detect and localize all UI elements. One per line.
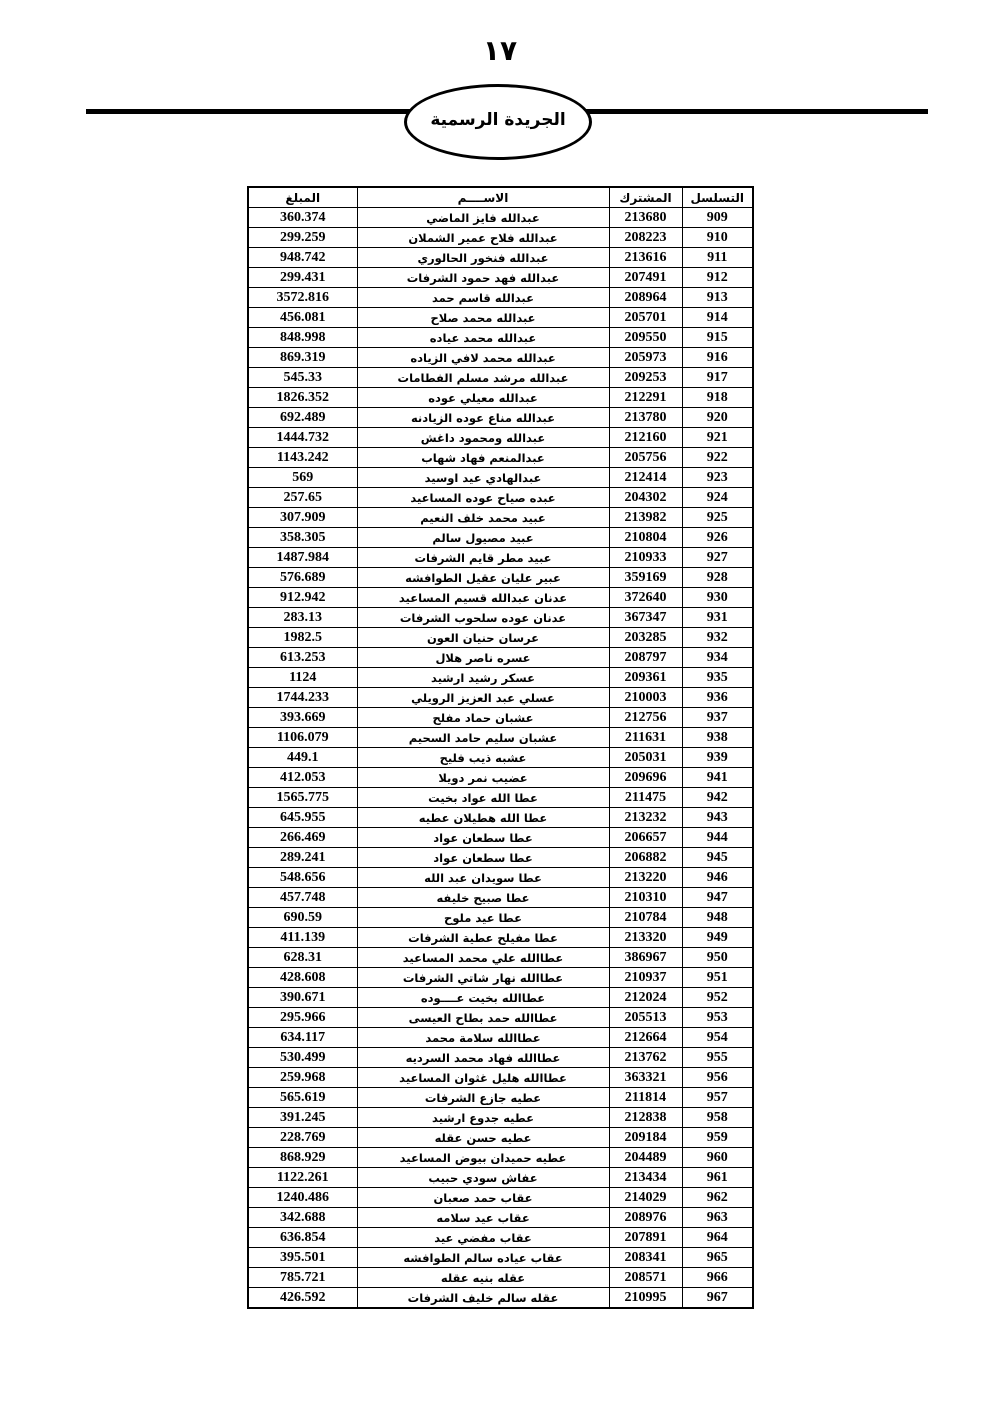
cell-sequence: 966 (682, 1268, 753, 1288)
cell-amount: 1143.242 (248, 448, 357, 468)
cell-name: عطا سويدان عبد الله (357, 868, 609, 888)
cell-sequence: 912 (682, 268, 753, 288)
cell-sequence: 913 (682, 288, 753, 308)
cell-amount: 426.592 (248, 1288, 357, 1309)
cell-sequence: 947 (682, 888, 753, 908)
cell-amount: 307.909 (248, 508, 357, 528)
table-row (248, 1288, 753, 1309)
table-row (248, 788, 753, 808)
table-row (248, 668, 753, 688)
cell-subscriber: 209550 (609, 328, 682, 348)
cell-amount: 299.431 (248, 268, 357, 288)
cell-sequence: 920 (682, 408, 753, 428)
cell-amount: 628.31 (248, 948, 357, 968)
cell-amount: 342.688 (248, 1208, 357, 1228)
table-row (248, 448, 753, 468)
cell-sequence: 942 (682, 788, 753, 808)
cell-amount: 295.966 (248, 1008, 357, 1028)
cell-subscriber: 205701 (609, 308, 682, 328)
cell-sequence: 959 (682, 1128, 753, 1148)
cell-sequence: 910 (682, 228, 753, 248)
table-row (248, 328, 753, 348)
cell-subscriber: 213220 (609, 868, 682, 888)
cell-subscriber: 212664 (609, 1028, 682, 1048)
table-row (248, 1008, 753, 1028)
cell-amount: 358.305 (248, 528, 357, 548)
cell-subscriber: 211631 (609, 728, 682, 748)
cell-sequence: 967 (682, 1288, 753, 1309)
cell-subscriber: 372640 (609, 588, 682, 608)
table-row (248, 1188, 753, 1208)
cell-subscriber: 208976 (609, 1208, 682, 1228)
cell-subscriber: 207891 (609, 1228, 682, 1248)
cell-sequence: 917 (682, 368, 753, 388)
cell-sequence: 938 (682, 728, 753, 748)
cell-amount: 456.081 (248, 308, 357, 328)
table-row (248, 928, 753, 948)
cell-name: عبدالهادي عيد اوسيد (357, 468, 609, 488)
cell-name: عدنان عبدالله قسيم المساعيد (357, 588, 609, 608)
cell-sequence: 911 (682, 248, 753, 268)
cell-subscriber: 210310 (609, 888, 682, 908)
cell-name: عطا مفيلح عطية الشرفات (357, 928, 609, 948)
cell-amount: 390.671 (248, 988, 357, 1008)
table-header-row (248, 187, 753, 208)
cell-amount: 545.33 (248, 368, 357, 388)
table-row (248, 808, 753, 828)
cell-name: عبدالمنعم فهاد شهاب (357, 448, 609, 468)
cell-subscriber: 205513 (609, 1008, 682, 1028)
cell-sequence: 964 (682, 1228, 753, 1248)
table-row (248, 508, 753, 528)
cell-subscriber: 213780 (609, 408, 682, 428)
cell-name: عبيد مصيول سالم (357, 528, 609, 548)
cell-name: عبدالله ومحمود داغش (357, 428, 609, 448)
cell-sequence: 965 (682, 1248, 753, 1268)
table-row (248, 308, 753, 328)
cell-sequence: 943 (682, 808, 753, 828)
cell-amount: 576.689 (248, 568, 357, 588)
cell-subscriber: 204302 (609, 488, 682, 508)
cell-sequence: 932 (682, 628, 753, 648)
table-row (248, 268, 753, 288)
cell-name: عبدالله محمد لافي الزياده (357, 348, 609, 368)
cell-sequence: 960 (682, 1148, 753, 1168)
column-header-subscriber: المشترك (609, 187, 682, 208)
table-row (248, 248, 753, 268)
cell-subscriber: 209184 (609, 1128, 682, 1148)
cell-subscriber: 209361 (609, 668, 682, 688)
table-row (248, 208, 753, 228)
table-body (248, 208, 753, 1309)
cell-name: عطيه حميدان بيوض المساعيد (357, 1148, 609, 1168)
column-header-sequence: التسلسل (682, 187, 753, 208)
table-row (248, 848, 753, 868)
cell-name: عطيه حسن عقله (357, 1128, 609, 1148)
cell-sequence: 934 (682, 648, 753, 668)
cell-name: عطاالله بخيت عــــوده (357, 988, 609, 1008)
cell-sequence: 924 (682, 488, 753, 508)
cell-subscriber: 213616 (609, 248, 682, 268)
cell-name: عسلي عبد العزيز الرويلي (357, 688, 609, 708)
cell-amount: 360.374 (248, 208, 357, 228)
cell-sequence: 927 (682, 548, 753, 568)
cell-name: عبير عليان عقيل الطوافشه (357, 568, 609, 588)
cell-sequence: 963 (682, 1208, 753, 1228)
cell-subscriber: 210995 (609, 1288, 682, 1309)
cell-subscriber: 209253 (609, 368, 682, 388)
cell-sequence: 916 (682, 348, 753, 368)
table-row (248, 868, 753, 888)
cell-name: عقله بنيه عقله (357, 1268, 609, 1288)
cell-name: عبدالله فايز الماضي (357, 208, 609, 228)
cell-subscriber: 213982 (609, 508, 682, 528)
cell-name: عبدالله مرشد مسلم الفطامات (357, 368, 609, 388)
cell-amount: 1106.079 (248, 728, 357, 748)
cell-subscriber: 211814 (609, 1088, 682, 1108)
cell-subscriber: 203285 (609, 628, 682, 648)
cell-amount: 692.489 (248, 408, 357, 428)
cell-subscriber: 209696 (609, 768, 682, 788)
cell-subscriber: 211475 (609, 788, 682, 808)
cell-name: عطا الله هطيلان عطيه (357, 808, 609, 828)
cell-subscriber: 210804 (609, 528, 682, 548)
cell-name: عقله سالم خليف الشرفات (357, 1288, 609, 1309)
table-row (248, 1248, 753, 1268)
cell-sequence: 946 (682, 868, 753, 888)
page-number: ١٧ (482, 34, 518, 67)
cell-sequence: 931 (682, 608, 753, 628)
cell-sequence: 958 (682, 1108, 753, 1128)
cell-name: عقاب حمد صعبان (357, 1188, 609, 1208)
cell-sequence: 936 (682, 688, 753, 708)
cell-amount: 548.656 (248, 868, 357, 888)
table-row (248, 528, 753, 548)
table-row (248, 428, 753, 448)
cell-subscriber: 207491 (609, 268, 682, 288)
cell-subscriber: 208341 (609, 1248, 682, 1268)
cell-amount: 266.469 (248, 828, 357, 848)
cell-amount: 1240.486 (248, 1188, 357, 1208)
cell-sequence: 955 (682, 1048, 753, 1068)
cell-subscriber: 213762 (609, 1048, 682, 1068)
table-row (248, 1028, 753, 1048)
cell-subscriber: 386967 (609, 948, 682, 968)
cell-sequence: 950 (682, 948, 753, 968)
cell-amount: 948.742 (248, 248, 357, 268)
cell-sequence: 923 (682, 468, 753, 488)
cell-subscriber: 206657 (609, 828, 682, 848)
cell-name: عطا صبيح خليفه (357, 888, 609, 908)
cell-name: عضيب نمر دويلا (357, 768, 609, 788)
cell-name: عشبه ذيب فليح (357, 748, 609, 768)
cell-name: عسره ناصر هلال (357, 648, 609, 668)
cell-amount: 912.942 (248, 588, 357, 608)
cell-amount: 645.955 (248, 808, 357, 828)
table-row (248, 1208, 753, 1228)
cell-name: عبدالله فنخور الحالوري (357, 248, 609, 268)
cell-name: عبده صياح عوده المساعيد (357, 488, 609, 508)
cell-sequence: 957 (682, 1088, 753, 1108)
cell-sequence: 939 (682, 748, 753, 768)
cell-subscriber: 205031 (609, 748, 682, 768)
table-row (248, 388, 753, 408)
table-row (248, 1068, 753, 1088)
cell-subscriber: 212756 (609, 708, 682, 728)
column-header-name: الاســــم (357, 187, 609, 208)
cell-sequence: 961 (682, 1168, 753, 1188)
cell-sequence: 951 (682, 968, 753, 988)
cell-amount: 283.13 (248, 608, 357, 628)
cell-sequence: 937 (682, 708, 753, 728)
cell-amount: 1982.5 (248, 628, 357, 648)
cell-sequence: 925 (682, 508, 753, 528)
table-row (248, 548, 753, 568)
cell-amount: 868.929 (248, 1148, 357, 1168)
cell-name: عبدالله مناع عوده الزيادنه (357, 408, 609, 428)
cell-sequence: 962 (682, 1188, 753, 1208)
cell-amount: 1744.233 (248, 688, 357, 708)
table-row (248, 768, 753, 788)
cell-amount: 848.998 (248, 328, 357, 348)
cell-amount: 1124 (248, 668, 357, 688)
cell-subscriber: 212838 (609, 1108, 682, 1128)
cell-amount: 457.748 (248, 888, 357, 908)
column-header-amount: المبلغ (248, 187, 357, 208)
cell-subscriber: 367347 (609, 608, 682, 628)
cell-name: عطا سطعان عواد (357, 848, 609, 868)
cell-subscriber: 213680 (609, 208, 682, 228)
cell-subscriber: 210784 (609, 908, 682, 928)
subscribers-table (247, 186, 754, 1309)
cell-name: عطا عيد ملوح (357, 908, 609, 928)
cell-amount: 565.619 (248, 1088, 357, 1108)
table-row (248, 1148, 753, 1168)
cell-name: عطيه جازع الشرفات (357, 1088, 609, 1108)
cell-name: عرسان حنيان العون (357, 628, 609, 648)
cell-amount: 634.117 (248, 1028, 357, 1048)
cell-name: عطا سطعان عواد (357, 828, 609, 848)
cell-sequence: 928 (682, 568, 753, 588)
cell-name: عبدالله محمد صلاح (357, 308, 609, 328)
table-row (248, 1128, 753, 1148)
cell-name: عطاالله نهار شاتي الشرفات (357, 968, 609, 988)
cell-subscriber: 212414 (609, 468, 682, 488)
cell-amount: 395.501 (248, 1248, 357, 1268)
cell-amount: 411.139 (248, 928, 357, 948)
cell-amount: 613.253 (248, 648, 357, 668)
cell-sequence: 952 (682, 988, 753, 1008)
table-row (248, 948, 753, 968)
cell-amount: 449.1 (248, 748, 357, 768)
table-row (248, 968, 753, 988)
cell-sequence: 945 (682, 848, 753, 868)
cell-subscriber: 212291 (609, 388, 682, 408)
cell-amount: 391.245 (248, 1108, 357, 1128)
cell-sequence: 915 (682, 328, 753, 348)
cell-sequence: 944 (682, 828, 753, 848)
cell-sequence: 935 (682, 668, 753, 688)
table-row (248, 468, 753, 488)
cell-name: عبيد محمد خلف النعيم (357, 508, 609, 528)
table-row (248, 708, 753, 728)
cell-amount: 1487.984 (248, 548, 357, 568)
cell-name: عطاالله فهاد محمد السرديه (357, 1048, 609, 1068)
cell-amount: 530.499 (248, 1048, 357, 1068)
cell-sequence: 956 (682, 1068, 753, 1088)
cell-name: عفاش سودي حبيب (357, 1168, 609, 1188)
cell-amount: 569 (248, 468, 357, 488)
cell-name: عدنان عوده سلحوب الشرفات (357, 608, 609, 628)
cell-sequence: 948 (682, 908, 753, 928)
cell-subscriber: 206882 (609, 848, 682, 868)
cell-sequence: 926 (682, 528, 753, 548)
cell-name: عشبان حماد مفلح (357, 708, 609, 728)
cell-subscriber: 213232 (609, 808, 682, 828)
table-row (248, 748, 753, 768)
cell-subscriber: 213320 (609, 928, 682, 948)
table-row (248, 1108, 753, 1128)
cell-amount: 257.65 (248, 488, 357, 508)
cell-subscriber: 210937 (609, 968, 682, 988)
cell-sequence: 954 (682, 1028, 753, 1048)
cell-name: عبدالله فلاح عمير الشملان (357, 228, 609, 248)
cell-name: عسكر رشيد ارشيد (357, 668, 609, 688)
cell-subscriber: 214029 (609, 1188, 682, 1208)
cell-name: عبدالله معيلي عوده (357, 388, 609, 408)
cell-name: عطا الله عواد بخيت (357, 788, 609, 808)
cell-sequence: 921 (682, 428, 753, 448)
table-row (248, 648, 753, 668)
table-row (248, 568, 753, 588)
table-row (248, 408, 753, 428)
cell-subscriber: 205756 (609, 448, 682, 468)
cell-subscriber: 208797 (609, 648, 682, 668)
table-row (248, 608, 753, 628)
cell-name: عقاب مفضي عيد (357, 1228, 609, 1248)
cell-name: عطاالله حمد بطاح العيسى (357, 1008, 609, 1028)
table-row (248, 728, 753, 748)
cell-subscriber: 204489 (609, 1148, 682, 1168)
cell-amount: 636.854 (248, 1228, 357, 1248)
cell-subscriber: 208223 (609, 228, 682, 248)
cell-name: عقاب عياده سالم الطوافشه (357, 1248, 609, 1268)
cell-sequence: 914 (682, 308, 753, 328)
cell-subscriber: 210003 (609, 688, 682, 708)
table-row (248, 1048, 753, 1068)
cell-amount: 1122.261 (248, 1168, 357, 1188)
table-row (248, 828, 753, 848)
cell-amount: 289.241 (248, 848, 357, 868)
cell-amount: 785.721 (248, 1268, 357, 1288)
cell-amount: 869.319 (248, 348, 357, 368)
cell-subscriber: 208964 (609, 288, 682, 308)
cell-name: عقاب عيد سلامه (357, 1208, 609, 1228)
cell-subscriber: 212160 (609, 428, 682, 448)
cell-amount: 259.968 (248, 1068, 357, 1088)
table-row (248, 1268, 753, 1288)
cell-sequence: 953 (682, 1008, 753, 1028)
table-row (248, 368, 753, 388)
cell-amount: 1444.732 (248, 428, 357, 448)
cell-name: عبدالله قاسم حمد (357, 288, 609, 308)
table-row (248, 288, 753, 308)
cell-subscriber: 212024 (609, 988, 682, 1008)
table-row (248, 228, 753, 248)
cell-name: عبدالله محمد عياده (357, 328, 609, 348)
gazette-title: الجريدة الرسمية (430, 110, 566, 130)
cell-name: عبدالله فهد حمود الشرفات (357, 268, 609, 288)
cell-subscriber: 208571 (609, 1268, 682, 1288)
cell-sequence: 909 (682, 208, 753, 228)
cell-amount: 228.769 (248, 1128, 357, 1148)
cell-sequence: 922 (682, 448, 753, 468)
cell-name: عطاالله هليل غثوان المساعيد (357, 1068, 609, 1088)
table-row (248, 688, 753, 708)
cell-subscriber: 213434 (609, 1168, 682, 1188)
cell-amount: 1565.775 (248, 788, 357, 808)
cell-amount: 690.59 (248, 908, 357, 928)
cell-subscriber: 205973 (609, 348, 682, 368)
cell-sequence: 949 (682, 928, 753, 948)
cell-amount: 3572.816 (248, 288, 357, 308)
cell-name: عطاالله علي محمد المساعيد (357, 948, 609, 968)
cell-amount: 412.053 (248, 768, 357, 788)
cell-sequence: 930 (682, 588, 753, 608)
cell-subscriber: 363321 (609, 1068, 682, 1088)
cell-amount: 428.608 (248, 968, 357, 988)
cell-subscriber: 210933 (609, 548, 682, 568)
cell-sequence: 918 (682, 388, 753, 408)
table-row (248, 988, 753, 1008)
cell-name: عشبان سليم حامد السحيم (357, 728, 609, 748)
table-row (248, 908, 753, 928)
cell-name: عبيد مطر قايم الشرفات (357, 548, 609, 568)
table-row (248, 588, 753, 608)
cell-sequence: 941 (682, 768, 753, 788)
cell-name: عطيه جدوع ارشيد (357, 1108, 609, 1128)
cell-subscriber: 359169 (609, 568, 682, 588)
table-row (248, 488, 753, 508)
table-row (248, 888, 753, 908)
table-row (248, 628, 753, 648)
cell-name: عطاالله سلامة محمد (357, 1028, 609, 1048)
table-row (248, 1088, 753, 1108)
table-row (248, 1228, 753, 1248)
cell-amount: 393.669 (248, 708, 357, 728)
table-row (248, 1168, 753, 1188)
cell-amount: 1826.352 (248, 388, 357, 408)
cell-amount: 299.259 (248, 228, 357, 248)
table-row (248, 348, 753, 368)
